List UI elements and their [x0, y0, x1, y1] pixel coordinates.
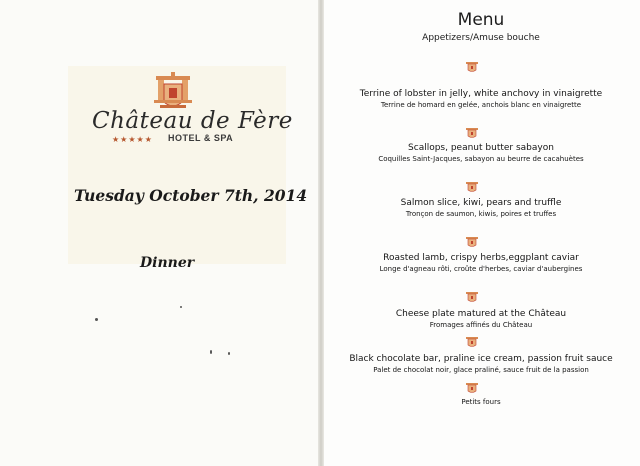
menu-title: Menu — [457, 10, 505, 30]
course-french: Palet de chocolat noir, glace praliné, sauce fruit de la passion — [373, 366, 589, 374]
course-item — [322, 308, 640, 330]
crest-icon — [465, 290, 479, 304]
crest-icon — [465, 381, 479, 395]
course-item — [322, 397, 640, 407]
course-english: Salmon slice, kiwi, pears and truffle — [400, 198, 562, 208]
meal-title: Dinner — [140, 255, 195, 271]
course-item — [322, 252, 640, 274]
crest-icon — [465, 180, 479, 194]
menu-subtitle: Appetizers/Amuse bouche — [422, 33, 540, 43]
course-english: Roasted lamb, crispy herbs,eggplant caviar — [383, 253, 579, 263]
course-english: Petits fours — [461, 398, 501, 406]
course-french: Longe d'agneau rôti, croûte d'herbes, caviar d'aubergines — [379, 265, 583, 273]
paper-speck — [180, 306, 182, 308]
course-english: Cheese plate matured at the Château — [395, 309, 567, 319]
course-english: Terrine of lobster in jelly, white anchovy in vinaigrette — [359, 89, 603, 99]
course-english: Black chocolate bar, praline ice cream, passion fruit sauce — [349, 354, 613, 364]
brand-stars: ★★★★★ — [112, 135, 153, 144]
crest-icon — [465, 126, 479, 140]
crest-icon — [465, 235, 479, 249]
crest-icon — [465, 335, 479, 349]
course-english: Scallops, peanut butter sabayon — [408, 143, 554, 153]
course-french: Tronçon de saumon, kiwis, poires et truffes — [405, 210, 557, 218]
paper-speck — [95, 318, 98, 321]
crest-icon — [465, 60, 479, 74]
brand-name: Château de Fère — [92, 108, 293, 134]
brand-subtitle: HOTEL & SPA — [168, 133, 234, 143]
paper-speck — [228, 352, 230, 355]
event-date: Tuesday October 7th, 2014 — [74, 186, 308, 205]
course-item — [322, 353, 640, 375]
course-french: Fromages affinés du Château — [429, 321, 533, 329]
course-item — [322, 197, 640, 219]
course-item — [322, 142, 640, 164]
course-french: Terrine de homard en gelée, anchois blanc en vinaigrette — [380, 101, 582, 109]
course-french: Coquilles Saint-Jacques, sabayon au beurre de cacahuètes — [378, 155, 584, 163]
course-item — [322, 88, 640, 110]
paper-speck — [210, 350, 212, 354]
